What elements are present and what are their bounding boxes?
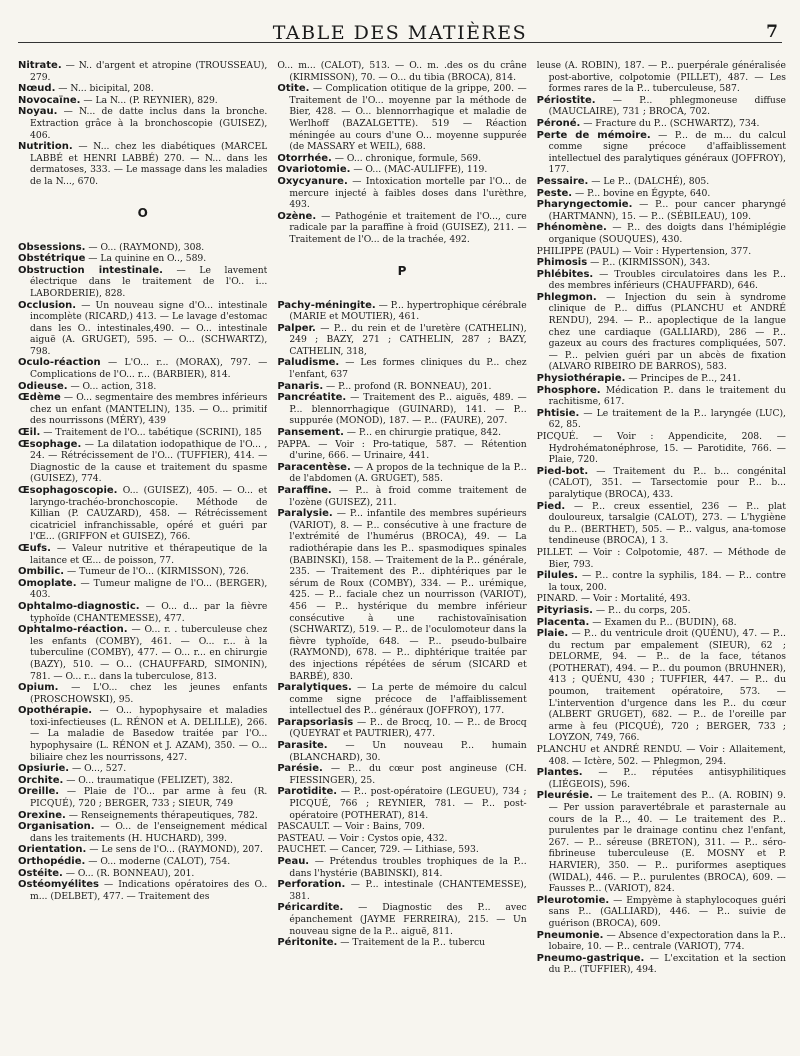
index-entry: [537, 130, 786, 176]
entry-heading: Phlegmon.: [536, 291, 597, 303]
entry-heading: Pachy-méningite.: [277, 299, 376, 311]
entry-text: — Absence d'expectoration dans la P... lobaire, 10. — P... centrale (VARIOT), 774.: [548, 929, 786, 953]
entry-heading: Phlébites.: [536, 268, 594, 280]
entry-text: — Intoxication mortelle par l'O... de mercure injecté à faibles doses dans l'urèthre, 493.: [289, 175, 527, 211]
entry-text: — O... traumatique (FELIZET), 382.: [63, 774, 233, 786]
entry-heading: Obstétrique: [18, 253, 86, 265]
entry-heading: Omoplate.: [18, 577, 77, 589]
entry-heading: Ophtalmo-réaction.: [18, 624, 128, 636]
entry-heading: Pneumo-gastrique.: [536, 952, 645, 964]
index-entry: [277, 844, 526, 856]
entry-text: — Un nouveau P... humain (BLANCHARD), 30.: [289, 740, 527, 763]
entry-text: — O... de l'enseignement médical dans les traitements (H. HUCHARD), 399.: [30, 821, 268, 844]
index-entry: [277, 300, 526, 323]
entry-text: — O... (MAC-AULIFFE), 119.: [350, 164, 488, 176]
entry-heading: Périostite.: [536, 94, 596, 106]
index-entry: [537, 385, 786, 408]
entry-heading: Pied-bot.: [536, 465, 589, 477]
entry-text: — Renseignements thérapeutiques, 782.: [65, 809, 258, 821]
index-entry: [277, 485, 526, 508]
index-entry: [537, 118, 786, 130]
index-entry: [277, 821, 526, 833]
entry-heading: Ostéomyélites: [18, 879, 99, 891]
entry-text: PAUCHET. — Cancer, 729. — Lithiase, 593.: [277, 844, 479, 856]
index-entry: [277, 176, 526, 211]
index-entry: [18, 879, 267, 902]
index-entry: [277, 323, 526, 358]
entry-heading: Pleurotomie.: [536, 894, 610, 906]
entry-text: — P... infantile des membres supérieurs (VARIOT), 8. — P... consécutive à une fracture de l'extrémité de l'humérus (BROCA), 49. — La radiothérapie dans les P... spasmodiques spinales (BABINSKI), 158. — Traitement de la P... générale, 235. — Traitement des P... diphtériques par le sérum de Roux (COMBY), 334. — P... urémique, 425. — P... faciale chez un nourrisson (VARIOT), 456 — P... hystérique du membre inférieur consécutive à une rachistovaïnisation (SCHWARTZ), 519. — P... de l'oculomoteur dans la fièvre typhoïde, 648. — P... pseudo-bulbaire (RAYMOND), 678. — P... diphtérique traitée par des injections répétées de sérum (SICARD et BARBÉ), 830.: [289, 508, 527, 682]
entry-text: — Injection du sein à syndrome clinique de P... diffus (PLANCHU et ANDRÉ RENDU), 294. — P... apoplectique de la langue chez une cardiaque (GALLIARD), 286 — P... gazeux au cours des fractures compliquées, 507. — P... pelvien guéri par un abcès de fixation (ALVARO RIBEIRO DE BARROS), 583.: [548, 291, 786, 373]
entry-text: — Le traitement des P... (A. ROBIN) 9. — Per ussion paravertébrale et parasternale au cours de la P..., 40. — Le traitement des P... purulentes par le drainage continu chez l'enfant, 267. — P... séreuse (BRETON), 311. — P... séro-fibrineuse tuberculeuse (E. MOSNY et P. HARVIER), 350. — P... puriformes aseptiques (WIDAL), 446. — P... purulentes (BROCA), 609. — Fausses P... (VARIOT), 824.: [548, 790, 786, 895]
entry-text: — Traitement de l'O... tabétique (SCRINI), 185: [40, 427, 262, 439]
index-entry: [277, 60, 526, 83]
entry-text: — Indications opératoires des O.. m... (DELBET), 477. — Traitement des: [30, 879, 268, 902]
entry-heading: Parasite.: [277, 740, 328, 752]
entry-text: — Troubles circulatoires dans les P... des membres inférieurs (CHAUFFARD), 646.: [548, 268, 786, 292]
entry-text: — Le sens de l'O... (RAYMOND), 207.: [86, 844, 263, 856]
entry-text: — Traitement des P... aiguës, 489. — P... blennorrhagique (GUINARD), 141. — P... suppurée (MONOD), 187. — P... (FAURE), 207.: [289, 392, 527, 427]
entry-heading: Pessaire.: [536, 175, 589, 187]
entry-text: — La dilatation iodopathique de l'O... , 24. — Rétrécissement de l'O... (TUFFIER), 414. — Diagnostic de la cause et traitement du spasme (GUISEZ), 774.: [30, 438, 268, 485]
entry-text: — P... creux essentiel, 236 — P... plat douloureux, tarsalgie (CALOT), 273. — L'hygiène du P... (BERTHET), 505. — P... valgus, ana-tomose tendineuse (BROCA), 1 3.: [548, 500, 786, 547]
index-entry: [537, 617, 786, 629]
entry-text: — Tumeur de l'O... (KIRMISSON), 726.: [64, 566, 249, 578]
entry-text: — P... phlegmoneuse diffuse (MAUCLAIRE), 731 ; BROCA, 702.: [548, 94, 786, 118]
index-entry: [277, 462, 526, 485]
page-header: [18, 12, 782, 43]
entry-heading: Obsessions.: [18, 241, 86, 253]
index-column-2: [277, 60, 526, 1052]
entry-heading: Ozène.: [277, 210, 317, 222]
entry-text: — Diagnostic des P... avec épanchement (JAYME FERREIRA), 215. — Un nouveau signe de la P... aiguë, 811.: [289, 902, 527, 937]
entry-text: — Les formes cliniques du P... chez l'enfant, 637: [289, 357, 527, 381]
entry-text: — O... segmentaire des membres inférieurs chez un enfant (MANTELIN), 135. — O... primitif des nourrissons (MÉRY), 439: [30, 392, 268, 427]
entry-heading: Œufs.: [18, 542, 51, 554]
index-entry: [277, 740, 526, 763]
entry-text: — Le lavement électrique dans le traitement de l'O.. i... LABORDERIE), 828.: [30, 264, 268, 299]
entry-heading: Ovariotomie.: [277, 164, 351, 176]
entry-text: — P... post-opératoire (LEGUEU), 734 ; PICQUÉ, 766 ; REYNIER, 781. — P... post-opératoire (POTHERAT), 814.: [289, 786, 527, 821]
entry-text: — Prétendus troubles trophiques de la P... dans l'hystérie (BABINSKI), 814.: [289, 856, 527, 879]
index-column-1: [18, 60, 267, 1052]
index-column-3: [537, 60, 786, 1052]
index-entry: [537, 246, 786, 258]
index-entry: [537, 547, 786, 570]
index-entry: [537, 593, 786, 605]
index-entry: [18, 141, 267, 187]
entry-heading: Œsophagoscopie.: [18, 485, 118, 496]
entry-text: — P... du cœur post angineuse (CH. FIESSINGER), 25.: [289, 763, 527, 786]
index-entry: [537, 953, 786, 976]
index-entry: [277, 439, 526, 462]
index-entry: [277, 786, 526, 821]
index-entry: [277, 682, 526, 717]
index-entry: [277, 879, 526, 902]
entry-text: — O... hypophysaire et maladies toxi-infectieuses (L. RÉNON et A. DELILLE), 266. — La maladie de Basedow traitée par l'O... hypophysaire (L. RÉNON et J. AZAM), 350. — O... biliaire chez les nourrissons, 427.: [30, 705, 268, 763]
index-entry: [18, 300, 267, 358]
index-entry: [18, 392, 267, 427]
entry-heading: Paralytiques.: [277, 682, 352, 694]
entry-text: — N.. d'argent et atropine (TROUSSEAU), 279.: [30, 60, 268, 83]
entry-text: — Un nouveau signe d'O... intestinale incomplète (RICARD,) 413. — Le lavage d'estomac dans les O.. intestinales,490. — O... intestinale aiguë (A. GRUGET), 595. — O... (SCHWARTZ), 798.: [30, 299, 268, 357]
entry-text: PASCAULT. — Voir : Bains, 709.: [277, 821, 425, 833]
entry-heading: Opsiurie.: [18, 763, 70, 775]
entry-text: — La N... (P. REYNIER), 829.: [80, 94, 218, 106]
entry-text: — P... bovine en Égypte, 640.: [572, 187, 711, 199]
index-entry: [537, 744, 786, 767]
index-entry: [537, 930, 786, 953]
index-entry: [537, 188, 786, 200]
entry-heading: Pleurésie.: [536, 790, 593, 802]
index-entry: [18, 106, 267, 141]
entry-heading: Orthopédie.: [18, 856, 86, 867]
index-entry: [18, 265, 267, 300]
index-entry: [537, 269, 786, 292]
index-entry: [277, 381, 526, 393]
entry-heading: Pharyngectomie.: [536, 199, 633, 211]
entry-text: — La perte de mémoire du calcul comme signe précoce de l'affaiblissement intellectuel des P... généraux (JOFFROY), 177.: [289, 682, 527, 717]
index-entry: [18, 775, 267, 787]
index-entry: [537, 222, 786, 245]
entry-heading: Paludisme.: [277, 357, 340, 369]
entry-text: — P... du corps, 205.: [592, 604, 691, 616]
entry-heading: Opothérapie.: [18, 705, 93, 717]
entry-text: — P... de m... du calcul comme signe précoce d'affaiblissement intellectuel des paralytiques généraux (JOFFROY), 177.: [548, 129, 786, 176]
entry-text: leuse (A. ROBIN), 187. — P... puerpérale généralisée post-abortive, colpotomie (PILLET), 487. — Les formes rares de la P... tuberculeuse, 587.: [536, 60, 786, 95]
index-entry: [18, 868, 267, 880]
index-entry: [537, 895, 786, 930]
entry-text: PICQUÉ. — Voir : Appendicite, 208. — Hydrohématonéphrose, 15. — Parotidite, 766. — Plaie, 720.: [536, 431, 786, 466]
entry-heading: Organisation.: [18, 821, 95, 833]
entry-heading: Péroné.: [536, 117, 581, 129]
index-entry: [277, 717, 526, 740]
entry-heading: Phtisie.: [536, 407, 580, 419]
index-entry: [537, 373, 786, 385]
entry-heading: Orientation.: [18, 844, 87, 856]
index-entry: [18, 763, 267, 775]
entry-heading: Ophtalmo-diagnostic.: [18, 600, 140, 612]
index-entry: [18, 485, 267, 543]
entry-text: — N... de datte inclus dans la bronche. Extraction grâce à la bronchoscopie (GUISEZ), 406.: [30, 106, 268, 141]
entry-text: PILLET. — Voir : Colpotomie, 487. — Méthode de Bier, 793.: [536, 546, 786, 570]
entry-text: — Complication otitique de la grippe, 200. — Traitement de l'O... moyenne par la méthode de Bier, 428. — O... blennorrhagique et maladie de Werlhoff (BAZALGETTE). 519 — Réaction méningée au cours d'une O... moyenne suppurée (de MASSARY et WEIL), 688.: [289, 83, 527, 153]
entry-heading: Orexine.: [18, 809, 66, 821]
entry-heading: Œsophage.: [18, 438, 82, 450]
entry-heading: Péricardite.: [277, 902, 344, 914]
entry-heading: Pityriasis.: [536, 604, 593, 616]
index-entry: [277, 427, 526, 439]
entry-heading: Panaris.: [277, 380, 324, 392]
entry-heading: Obstruction intestinale.: [18, 264, 163, 276]
entry-heading: Perforation.: [277, 879, 346, 891]
entry-heading: Opium.: [18, 682, 59, 694]
index-entry: [18, 83, 267, 95]
entry-text: O... (GUISEZ), 405. — O... et laryngo-trachéo-bronchoscopie. Méthode de Killian (P. CAUZARD), 458. — Rétrécissement cicatriciel infranchissable, opéré et guéri par l'Œ... (GRIFFON et GUISEZ), 766.: [30, 485, 268, 543]
entry-heading: Plantes.: [536, 767, 583, 779]
entry-heading: Occlusion.: [18, 299, 77, 311]
index-entry: [18, 601, 267, 624]
index-entry: [537, 790, 786, 894]
index-entry: [277, 856, 526, 879]
entry-heading: Placenta.: [536, 616, 590, 628]
entry-heading: Palper.: [277, 322, 316, 334]
entry-text: — P... à froid comme traitement de l'ozène (GUISEZ), 211.: [289, 485, 527, 508]
entry-text: — Traitement de la P... tubercu: [337, 937, 486, 949]
entry-heading: Perte de mémoire.: [536, 129, 651, 141]
entry-heading: Pneumonie.: [536, 929, 604, 941]
entry-text: — P... réputées antisyphilitiques (LIÉGEOIS), 596.: [548, 767, 786, 790]
entry-heading: Pansement.: [277, 427, 344, 439]
entry-text: PINARD. — Voir : Mortalité, 493.: [536, 593, 691, 605]
index-entry: [18, 543, 267, 566]
entry-text: — O... (R. BONNEAU), 201.: [62, 867, 195, 879]
entry-heading: Oculo-réaction: [18, 357, 101, 369]
entry-heading: Pilules.: [536, 570, 578, 582]
index-entry: [18, 357, 267, 380]
section-letter: O: [137, 205, 148, 220]
entry-heading: Œil.: [18, 427, 41, 439]
entry-heading: Nutrition.: [18, 141, 73, 153]
index-entry: [18, 786, 267, 809]
entry-heading: Noyau.: [18, 106, 58, 118]
section-letter: P: [397, 263, 407, 278]
index-entry: [537, 257, 786, 269]
index-entry: [18, 624, 267, 682]
index-entry: [277, 357, 526, 380]
entry-heading: Œdème: [18, 392, 61, 404]
index-entry: [18, 578, 267, 601]
entry-heading: Peste.: [536, 187, 573, 199]
index-entry: [18, 381, 267, 393]
index-entry: [18, 253, 267, 265]
index-entry: [277, 833, 526, 845]
entry-text: — P... intestinale (CHANTEMESSE), 381.: [289, 879, 527, 902]
entry-text: PASTEAU. — Voir : Cystos opie, 432.: [277, 832, 448, 844]
index-entry: [537, 95, 786, 118]
entry-heading: Otorrhée.: [277, 152, 332, 164]
index-entry: [18, 242, 267, 254]
index-entry: [277, 508, 526, 682]
index-entry: [537, 199, 786, 222]
index-entry: [277, 153, 526, 165]
entry-text: — L'O... r... (MORAX), 797. —Complications de l'O... r... (BARBIER), 814.: [30, 357, 268, 381]
entry-heading: Paraffine.: [277, 485, 332, 496]
entry-text: — Empyème à staphylocoques guéri sans P... (GALLIARD), 446. — P... suivie de guérison (BROCA), 609.: [548, 894, 786, 929]
entry-text: — P... profond (R. BONNEAU), 201.: [323, 380, 492, 392]
entry-heading: Plaie.: [536, 628, 569, 640]
entry-text: — Principes de P..., 241.: [625, 373, 741, 385]
index-entry: [537, 628, 786, 744]
index-entry: [537, 605, 786, 617]
entry-text: — Tumeur maligne de l'O... (BERGER), 403.: [30, 577, 268, 601]
entry-heading: Parésie.: [277, 763, 323, 775]
entry-heading: Nœud.: [18, 83, 56, 95]
index-entry: [537, 466, 786, 501]
entry-text: — Examen du P... (BUDIN), 68.: [589, 616, 737, 628]
index-entry: [277, 937, 526, 949]
index-entry: [18, 810, 267, 822]
entry-heading: Oreille.: [18, 786, 60, 798]
entry-text: — P... pour cancer pharyngé (HARTMANN), 15. — P... (SÉBILEAU), 109.: [548, 199, 786, 222]
index-entry: [18, 705, 267, 763]
entry-text: PHILIPPE (PAUL) — Voir : Hypertension, 377.: [536, 245, 752, 257]
entry-text: — Pathogénie et traitement de l'O..., cure radicale par la paraffine à froid (GUISEZ), 211. — Traitement de l'O... de la trachée, 492.: [289, 210, 527, 245]
index-entry: [537, 60, 786, 95]
entry-text: — P... de Brocq, 10. — P... de Brocq (QUEYRAT et PAUTRIER), 477.: [289, 716, 527, 740]
entry-heading: Paracentèse.: [277, 461, 351, 473]
entry-text: — P... des doigts dans l'hémiplégie organique (SOUQUES), 430.: [548, 222, 786, 245]
entry-text: — Plaie de l'O... par arme à feu (R. PICQUÉ), 720 ; BERGER, 733 ; SIEUR, 749: [30, 786, 268, 810]
entry-text: — O... r. . tuberculeuse chez les enfants (COMBY), 461. — O... r... à la tuberculine (COMBY), 477. — O... r... en chirurgie (BAZY), 510. — O... (CHAUFFARD, SIMONIN), 781. — O... r... dans la tuberculose, 813.: [30, 624, 268, 682]
entry-text: — O... moderne (CALOT), 754.: [85, 856, 231, 867]
index-entry: [277, 902, 526, 937]
entry-text: — La quinine en O.., 589.: [85, 253, 207, 265]
entry-heading: Odieuse.: [18, 380, 68, 392]
entry-heading: Pancréatite.: [277, 392, 347, 404]
index-entry: [537, 501, 786, 547]
index-entry: [537, 408, 786, 431]
index-entry: [18, 844, 267, 856]
entry-heading: Parapsoriasis: [277, 716, 354, 728]
entry-text: — P... du rein et de l'uretère (CATHELIN), 249 ; BAZY, 271 ; CATHELIN, 287 ; BAZY, CATHELIN, 318,: [289, 322, 527, 357]
entry-text: O... m... (CALOT), 513. — O.. m. .des os du crâne (KIRMISSON), 70. — O... du tibia (BROCA), 814.: [277, 60, 527, 83]
index-entry: [277, 392, 526, 427]
index-entry: [18, 682, 267, 705]
index-entry: [537, 431, 786, 466]
index-entry: [537, 767, 786, 790]
entry-text: — O..., 527.: [69, 763, 127, 775]
entry-heading: Péritonite.: [277, 937, 338, 949]
entry-text: — Valeur nutritive et thérapeutique de la laitance et Œ... de poisson, 77.: [30, 542, 268, 566]
index-entry: [18, 566, 267, 578]
page-number: 7: [766, 22, 778, 42]
entry-text: — N... chez les diabétiques (MARCEL LABBÉ et HENRI LABBÉ) 270. — N... dans les dermatoses, 333. — Le massage dans les maladies de la N..., 670.: [30, 141, 268, 187]
entry-heading: Pied.: [536, 500, 566, 512]
entry-text: — A propos de la technique de la P... de l'abdomen (A. GRUGET), 585.: [289, 461, 527, 485]
index-entry: [277, 164, 526, 176]
entry-text: — P... contre la syphilis, 184. — P... contre la toux, 200.: [548, 570, 786, 593]
entry-text: — P... en chirurgie pratique, 842.: [343, 427, 501, 439]
entry-heading: Physiothérapie.: [536, 373, 626, 385]
index-entry: [277, 83, 526, 153]
entry-text: — P... hypertrophique cérébrale (MARIE et MOUTIER), 461.: [289, 299, 527, 323]
index-entry: [277, 763, 526, 786]
entry-text: — P... du ventricule droit (QUÉNU), 47. — P... du rectum par empalement (SIEUR), 62 ; DELORME, 94. — P... de la face, tétanos (POTHERAT), 494. — P... du poumon (BRUHNER), 413 ; QUÉNU, 430 ; TUFFIER, 447. — P... du poumon, traitement opératoire, 573. — L'intervention d'urgence dans les P... du cœur (ALBERT GRUGET), 682. — P... de l'oreille par arme à feu (PICQUÉ), 720 ; BERGER, 733 ; LOYZON, 749, 766.: [548, 628, 786, 744]
entry-text: — O... d... par la fièvre typhoïde (CHANTEMESSE), 477.: [30, 600, 268, 624]
entry-text: Médication P.. dans le traitement du rachitisme, 617.: [548, 384, 786, 408]
index-entry: [537, 292, 786, 373]
entry-text: PLANCHU et ANDRÉ RENDU. — Voir : Allaitement, 408. — Ictère, 502. — Phlegmon, 294.: [536, 744, 786, 767]
entry-heading: Ostéite.: [18, 867, 63, 879]
entry-heading: Novocaïne.: [18, 94, 81, 106]
index-entry: [18, 856, 267, 868]
entry-text: — N... bicipital, 208.: [55, 83, 154, 95]
entry-heading: Ombilic.: [18, 566, 65, 578]
index-entry: [537, 176, 786, 188]
index-entry: [18, 439, 267, 485]
entry-text: — Traitement du P... b... congénital (CALOT), 351. — Tarsectomie pour P... b... paralytique (BROCA), 433.: [548, 465, 786, 500]
entry-heading: Paralysie.: [277, 508, 333, 520]
entry-heading: Otite.: [277, 83, 310, 95]
entry-heading: Phimosis: [536, 257, 588, 269]
entry-heading: Orchite.: [18, 774, 64, 786]
page-title: TABLE DES MATIÈRES: [272, 22, 528, 44]
index-entry: [18, 427, 267, 439]
entry-text: — O... (RAYMOND), 308.: [85, 241, 205, 253]
entry-text: — Le traitement de la P... laryngée (LUC), 62, 85.: [548, 407, 786, 431]
index-entry: [277, 211, 526, 246]
entry-text: — Le P... (DALCHÉ), 805.: [588, 175, 710, 187]
index-entry: [18, 821, 267, 844]
index-entry: [18, 60, 267, 83]
entry-text: — O... action, 318.: [67, 380, 157, 392]
index-entry: [537, 570, 786, 593]
entry-text: — Fracture du P... (SCHWARTZ), 734.: [580, 117, 760, 129]
entry-heading: Peau.: [277, 856, 310, 867]
entry-text: — P... (KIRMISSON), 343.: [587, 257, 711, 269]
entry-heading: Phénomène.: [536, 222, 607, 234]
index-entry: [18, 95, 267, 107]
entry-heading: Oxycyanure.: [277, 175, 348, 187]
entry-text: — L'excitation et la section du P... (TUFFIER), 494.: [548, 952, 786, 976]
entry-text: PAPPA. — Voir : Pro-tatique, 587. — Rétention d'urine, 666. — Urinaire, 441.: [277, 438, 527, 462]
entry-heading: Parotidite.: [277, 786, 338, 798]
entry-text: — L'O... chez les jeunes enfants (PROSCHOWSKI), 95.: [30, 682, 268, 705]
entry-heading: Phosphore.: [536, 384, 601, 396]
entry-text: — O... chronique, formule, 569.: [331, 152, 482, 164]
entry-heading: Nitrate.: [18, 60, 62, 71]
index-columns: [18, 60, 786, 1052]
